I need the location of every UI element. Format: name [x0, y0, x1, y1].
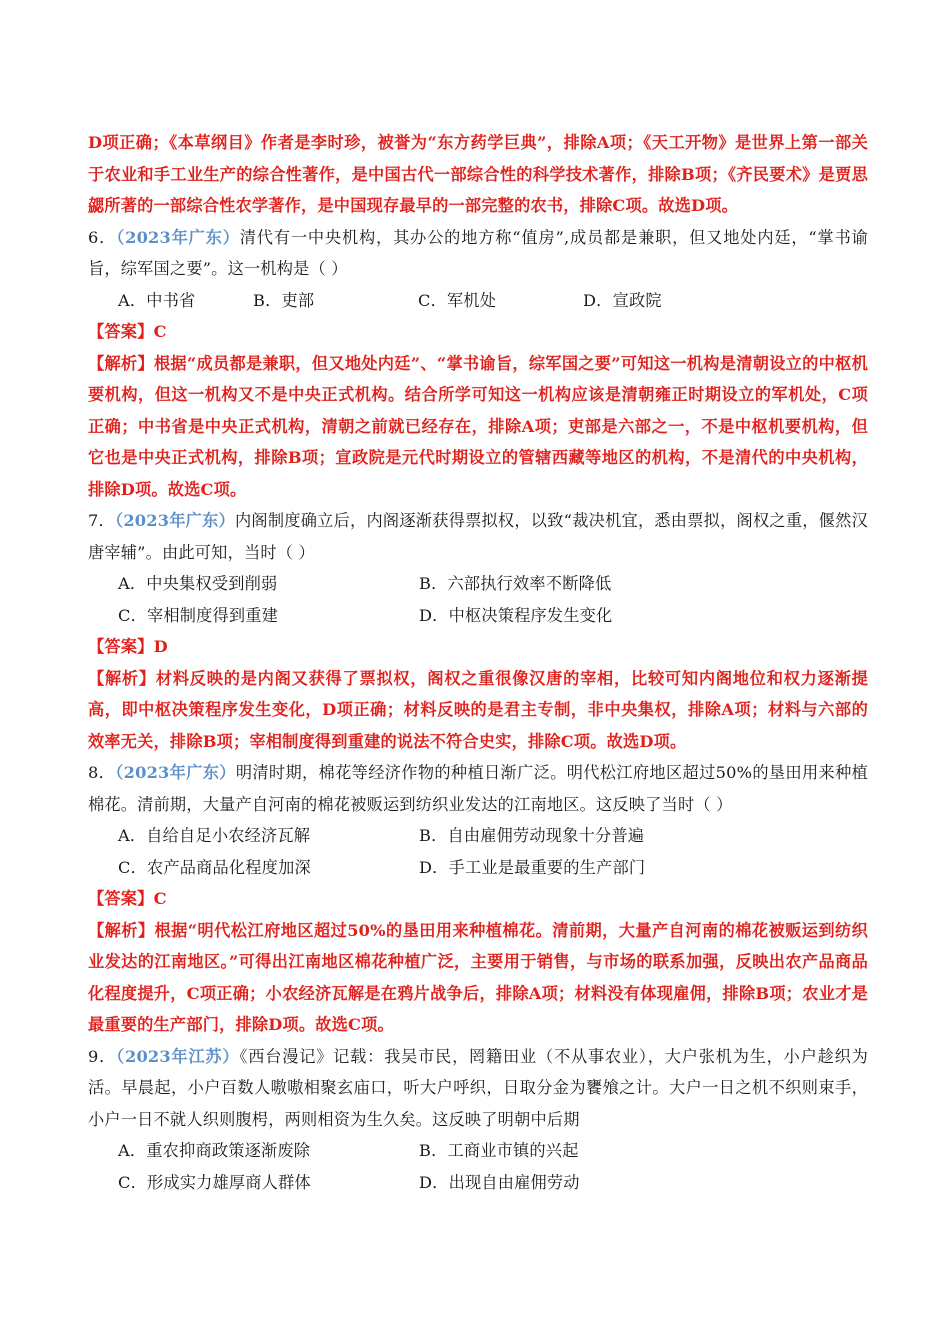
option-d: D．宣政院	[583, 290, 662, 310]
question-text: 《西台漫记》记载：我吴市民，罔籍田业（不从事农业），大户张机为生，小户趁织为活。早晨起，小户百数人嗷嗷相聚玄庙口，听大户呼织，日取分金为饔飧之计。大户一日之机不织则束手，小户一日不就人织则腹枵，两则相资为生久矣。这反映了明朝中后期	[88, 1046, 868, 1129]
options-row	[88, 820, 868, 852]
option-b: B．六部执行效率不断降低	[419, 574, 612, 593]
option-a: A．中央集权受到削弱	[118, 574, 278, 593]
question-stem	[88, 1041, 868, 1136]
question-number: 7．	[88, 511, 115, 530]
analysis-text: 根据“成员都是兼职，但又地处内廷”、“掌书谕旨，综军国之要”可知这一机构是清朝设立的中枢机要机构，但这一机构又不是中央正式机构。结合所学可知这一机构应该是清朝雍正时期设立的军机处，C项正确；中书省是中央正式机构，清朝之前就已经存在，排除A项；吏部是六部之一，不是中枢机要机构，但它也是中央正式机构，排除B项；宣政院是元代时期设立的管辖西藏等地区的机构，不是清代的中央机构，排除D项。故选C项。	[88, 353, 868, 499]
options-row	[88, 600, 868, 632]
options-row	[88, 852, 868, 884]
question-stem	[88, 757, 868, 820]
answer-value: C	[153, 889, 167, 908]
analysis-label: 【解析】	[88, 353, 154, 373]
answer-line	[88, 631, 868, 663]
question-6	[88, 222, 868, 506]
option-b: B．自由雇佣劳动现象十分普遍	[419, 826, 645, 845]
answer-label: 【答案】	[88, 889, 154, 908]
question-text: 清代有一中央机构，其办公的地方称“值房”,成员都是兼职，但又地处内廷，“掌书谕旨，综军国之要”。这一机构是（ ）	[88, 227, 868, 278]
question-text: 明清时期，棉花等经济作物的种植日渐广泛。明代松江府地区超过50%的垦田用来种植棉花。清前期，大量产自河南的棉花被贩运到纺织业发达的江南地区。这反映了当时（ ）	[88, 763, 868, 814]
options-row	[88, 285, 868, 317]
option-c: C．宰相制度得到重建	[118, 605, 279, 625]
answer-value: D	[153, 637, 168, 656]
answer-line	[88, 316, 868, 348]
answer-line	[88, 883, 868, 915]
analysis-text: 材料反映的是内阁又获得了票拟权，阁权之重很像汉唐的宰相，比较可知内阁地位和权力逐渐提高，即中枢决策程序发生变化，D项正确；材料反映的是君主专制，非中央集权，排除A项；材料与六部的效率无关，排除B项；宰相制度得到重建的说法不符合史实，排除C项。故选D项。	[88, 668, 868, 751]
answer-label: 【答案】	[88, 322, 154, 341]
option-a: A．自给自足小农经济瓦解	[118, 826, 311, 845]
question-number: 6．	[88, 227, 117, 247]
question-7	[88, 505, 868, 757]
analysis-label: 【解析】	[88, 668, 156, 688]
question-8	[88, 757, 868, 1041]
option-d: D．中枢决策程序发生变化	[419, 605, 613, 625]
question-number: 8．	[88, 763, 116, 782]
analysis-text: 根据“明代松江府地区超过50%的垦田用来种植棉花。清前期，大量产自河南的棉花被贩运到纺织业发达的江南地区。”可得出江南地区棉花种植广泛，主要用于销售，与市场的联系加强，反映出农产品商品化程度提升，C项正确；小农经济瓦解是在鸦片战争后，排除A项；材料没有体现雇佣，排除B项；农业才是最重要的生产部门，排除D项。故选C项。	[88, 920, 868, 1034]
answer-label: 【答案】	[88, 637, 154, 656]
option-b: B．吏部	[253, 290, 315, 310]
question-stem	[88, 222, 868, 285]
option-d: D．手工业是最重要的生产部门	[419, 857, 646, 877]
question-source: （2023年广东）	[116, 227, 240, 247]
option-c: C．军机处	[418, 290, 497, 310]
options-row	[88, 1167, 868, 1199]
option-c: C．形成实力雄厚商人群体	[118, 1172, 311, 1192]
question-source: （2023年广东）	[114, 511, 235, 530]
analysis-paragraph	[88, 348, 868, 506]
question-stem	[88, 505, 868, 568]
q5-analysis-tail: D项正确；《本草纲目》作者是李时珍，被誉为“东方药学巨典”，排除A项；《天工开物》是世界上第一部关于农业和手工业生产的综合性著作，是中国古代一部综合性的科学技术著作，排除B项；《齐民要术》是贾思勰所著的一部综合性农学著作，是中国现存最早的一部完整的农书，排除C项。故选D项。	[88, 133, 868, 215]
question-source: （2023年江苏）	[116, 1046, 240, 1066]
analysis-paragraph	[88, 663, 868, 758]
option-b: B．工商业市镇的兴起	[419, 1141, 579, 1160]
document-page	[88, 127, 868, 1198]
answer-value: C	[153, 322, 167, 341]
option-a: A．重农抑商政策逐渐废除	[118, 1141, 311, 1160]
question-9	[88, 1041, 868, 1199]
option-d: D．出现自由雇佣劳动	[419, 1172, 580, 1192]
question-number: 9．	[88, 1046, 117, 1066]
question-text: 内阁制度确立后，内阁逐渐获得票拟权，以致“裁决机宜，悉由票拟，阁权之重，偃然汉唐宰辅”。由此可知，当时（ ）	[88, 511, 868, 562]
analysis-paragraph	[88, 915, 868, 1041]
options-row	[88, 1135, 868, 1167]
option-c: C．农产品商品化程度加深	[118, 857, 311, 877]
options-row	[88, 568, 868, 600]
option-a: A．中书省	[118, 290, 196, 310]
analysis-label: 【解析】	[88, 920, 155, 940]
question-source: （2023年广东）	[115, 763, 236, 782]
